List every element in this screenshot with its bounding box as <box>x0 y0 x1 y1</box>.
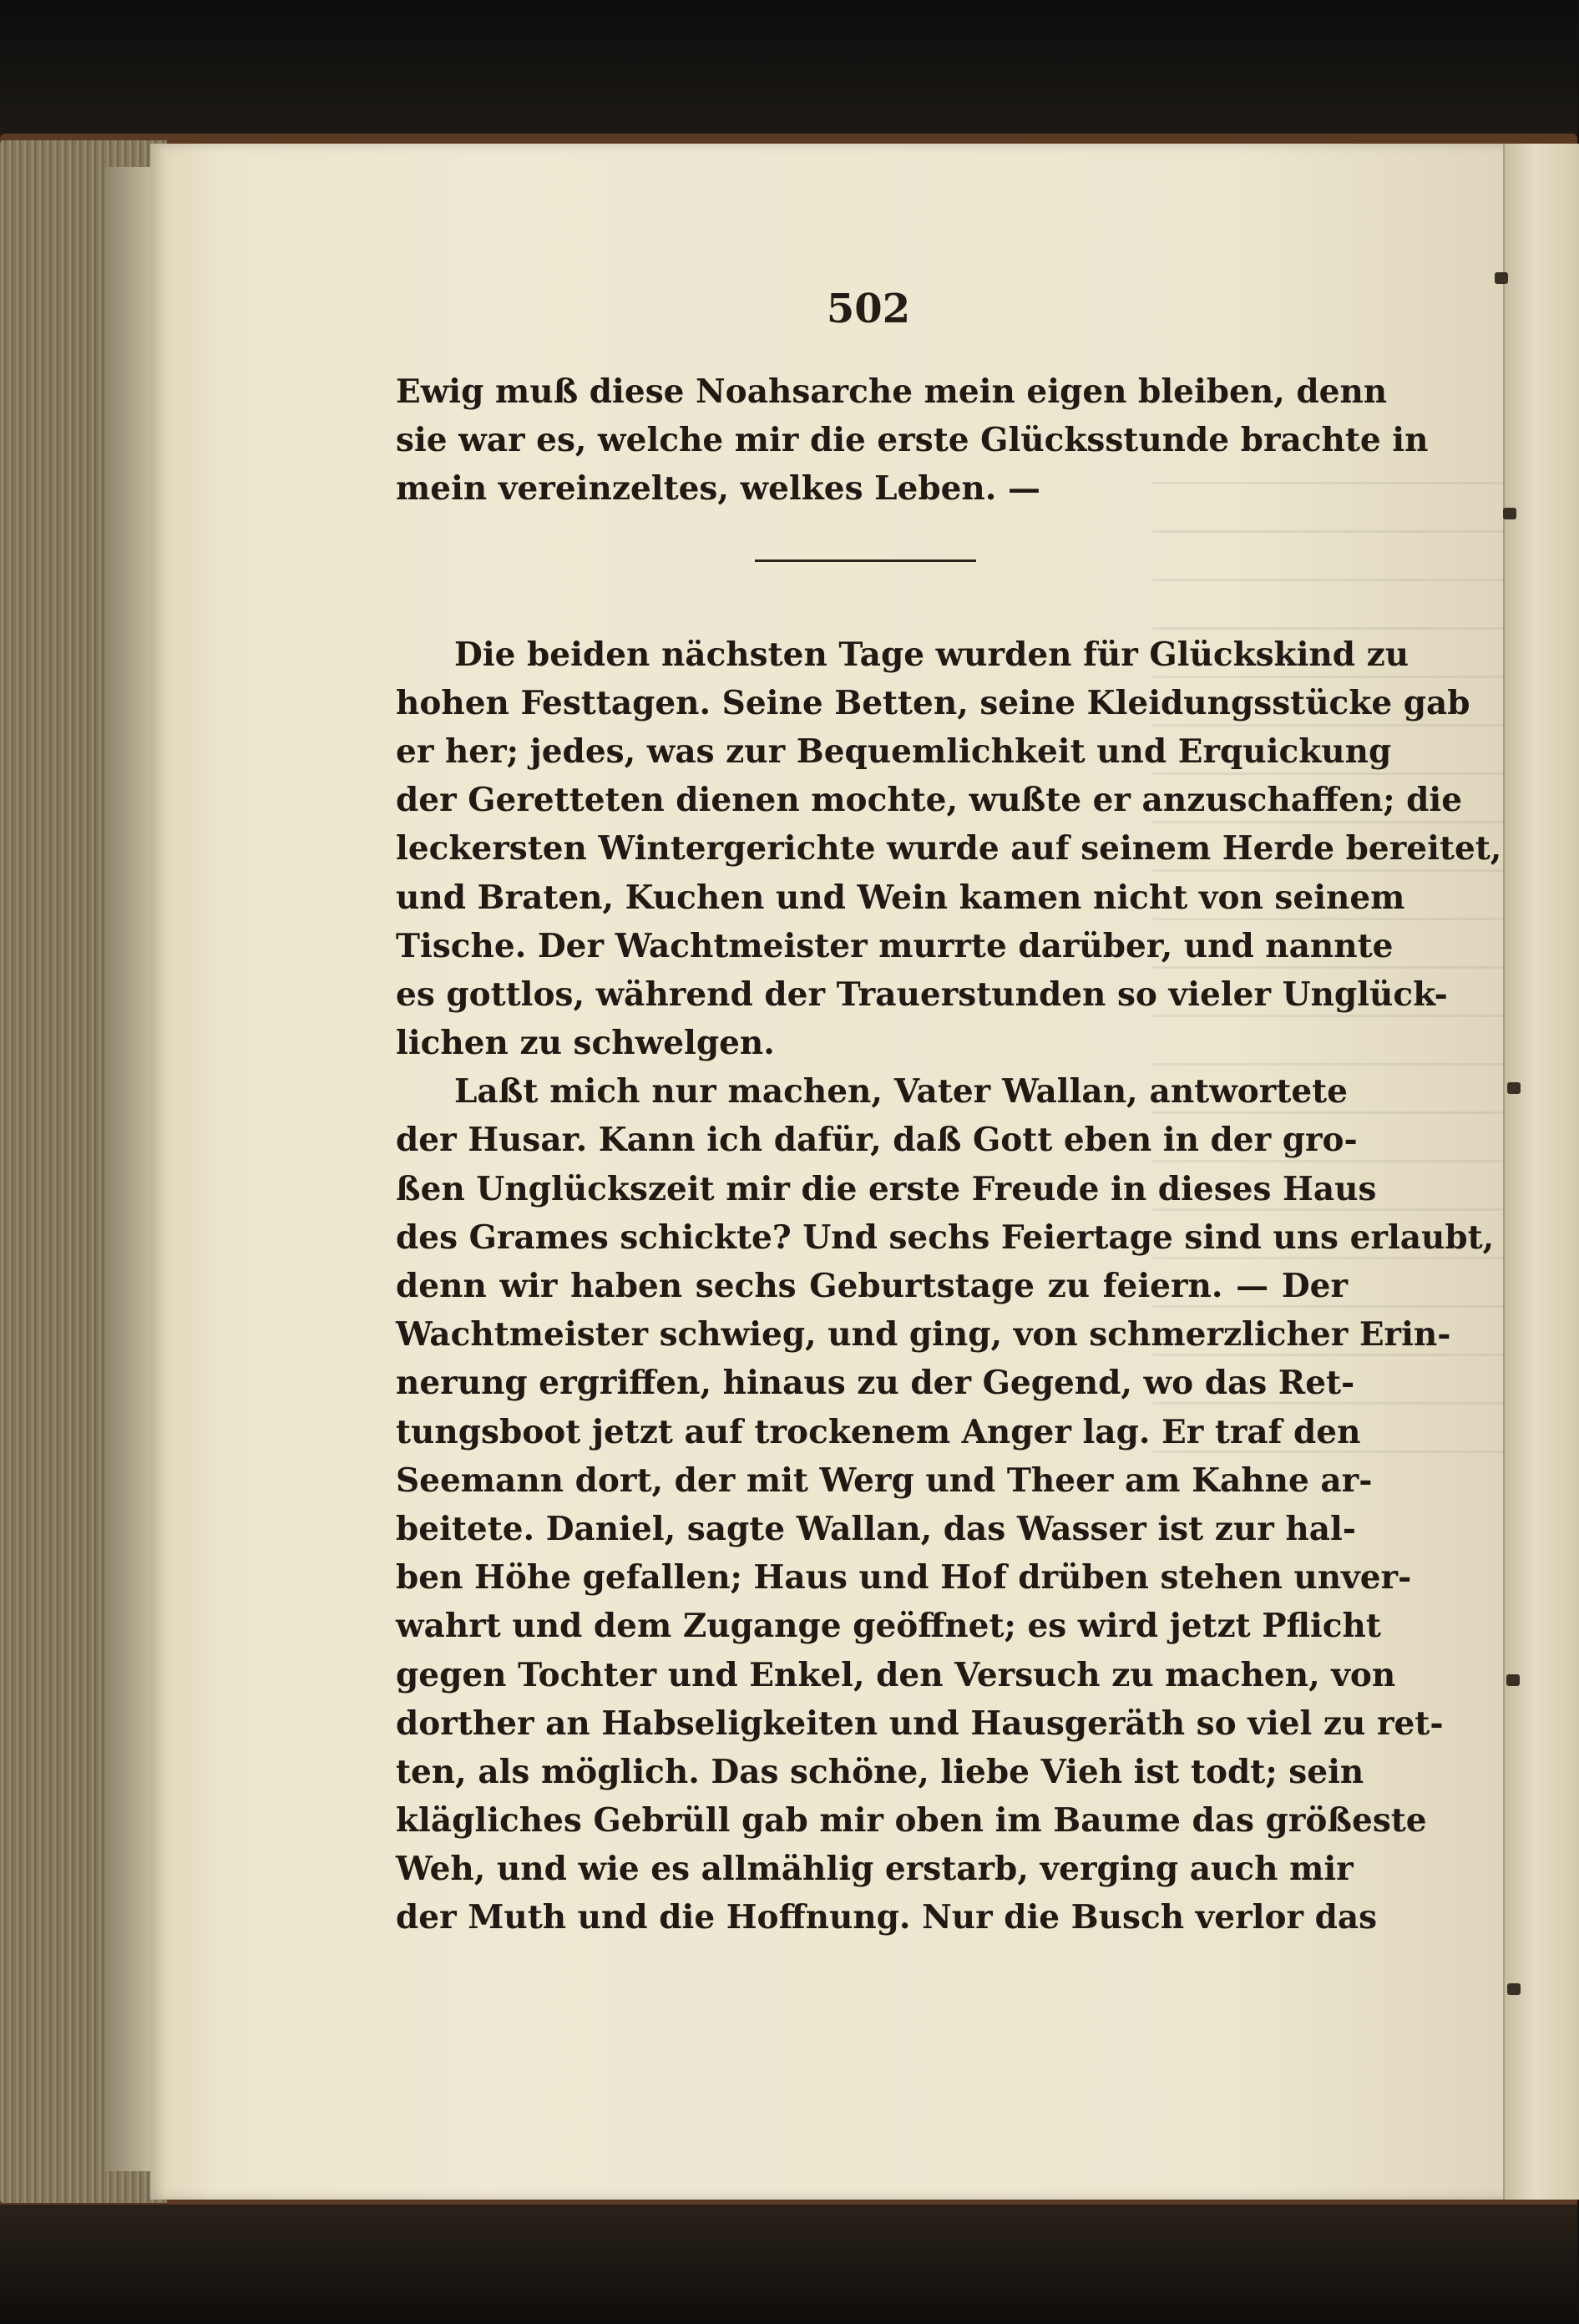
text-line: Ewig muß diese Noahsarche mein eigen bleiben, denn <box>396 372 1388 411</box>
text-line: lichen zu schwelgen. <box>396 1024 775 1063</box>
page-stack-highlight <box>104 167 154 2171</box>
text-line: mein vereinzeltes, welkes Leben. — <box>396 469 1040 509</box>
text-line: der Husar. Kann ich dafür, daß Gott eben in der gro- <box>396 1121 1358 1160</box>
section-divider <box>396 514 1348 630</box>
text-line: beitete. Daniel, sagte Wallan, das Wasser ist zur hal- <box>396 1509 1356 1548</box>
text-line: leckersten Wintergerichte wurde auf seinem Herde bereitet, <box>396 829 1502 868</box>
text-line: Wachtmeister schwieg, und ging, von schmerzlicher Erin- <box>396 1315 1451 1354</box>
binding-thread-mark <box>1495 272 1508 284</box>
text-line: Tische. Der Wachtmeister murrte darüber, und nannte <box>396 926 1394 965</box>
text-line: denn wir haben sechs Geburtstage zu feiern. — Der <box>396 1267 1348 1305</box>
text-line: gegen Tochter und Enkel, den Versuch zu machen, von <box>396 1655 1396 1694</box>
binding-thread-mark <box>1503 508 1516 519</box>
backdrop-bottom <box>0 2205 1577 2324</box>
text-line: Die beiden nächsten Tage wurden für Glückskind zu <box>454 635 1409 674</box>
text-line: der Geretteten dienen mochte, wußte er anzuschaffen; die <box>396 781 1463 820</box>
text-line: des Grames schickte? Und sechs Feiertage sind uns erlaubt, <box>396 1218 1495 1257</box>
binding-thread-mark <box>1507 1082 1521 1094</box>
text-line: ben Höhe gefallen; Haus und Hof drüben stehen unver- <box>396 1558 1412 1597</box>
text-line: sie war es, welche mir die erste Glücksstunde brachte in <box>396 421 1429 460</box>
text-line: ßen Unglückszeit mir die erste Freude in dieses Haus <box>396 1169 1377 1208</box>
text-line: klägliches Gebrüll gab mir oben im Baume das größeste <box>396 1801 1427 1840</box>
text-line: Seemann dort, der mit Werg und Theer am Kahne ar- <box>396 1461 1373 1500</box>
text-line: es gottlos, während der Trauerstunden so vieler Unglück- <box>396 975 1448 1014</box>
text-line: nerung ergriffen, hinaus zu der Gegend, wo das Ret- <box>396 1364 1355 1403</box>
binding-thread-mark <box>1506 1674 1520 1686</box>
divider-rule <box>755 559 976 562</box>
backdrop <box>0 0 1577 146</box>
text-line: der Muth und die Hoffnung. Nur die Busch verlor das <box>396 1898 1378 1937</box>
page-number: 502 <box>826 286 911 332</box>
text-line: tungsboot jetzt auf trockenem Anger lag. Er traf den <box>396 1412 1361 1451</box>
body-text <box>396 367 1502 1942</box>
text-line: er her; jedes, was zur Bequemlichkeit und Erquickung <box>396 732 1392 771</box>
text-line: Laßt mich nur machen, Vater Wallan, antwortete <box>454 1072 1348 1111</box>
text-line: und Braten, Kuchen und Wein kamen nicht von seinem <box>396 878 1405 917</box>
binding-thread-mark <box>1507 1983 1521 1995</box>
text-line: wahrt und dem Zugange geöffnet; es wird jetzt Pflicht <box>396 1607 1381 1646</box>
text-line: dorther an Habseligkeiten und Hausgeräth so viel zu ret- <box>396 1704 1444 1743</box>
text-line: ten, als möglich. Das schöne, liebe Vieh ist todt; sein <box>396 1752 1364 1791</box>
text-line: Weh, und wie es allmählig erstarb, verging auch mir <box>396 1850 1354 1889</box>
facing-page-edge <box>1503 144 1579 2200</box>
text-line: hohen Festtagen. Seine Betten, seine Kleidungsstücke gab <box>396 683 1470 722</box>
